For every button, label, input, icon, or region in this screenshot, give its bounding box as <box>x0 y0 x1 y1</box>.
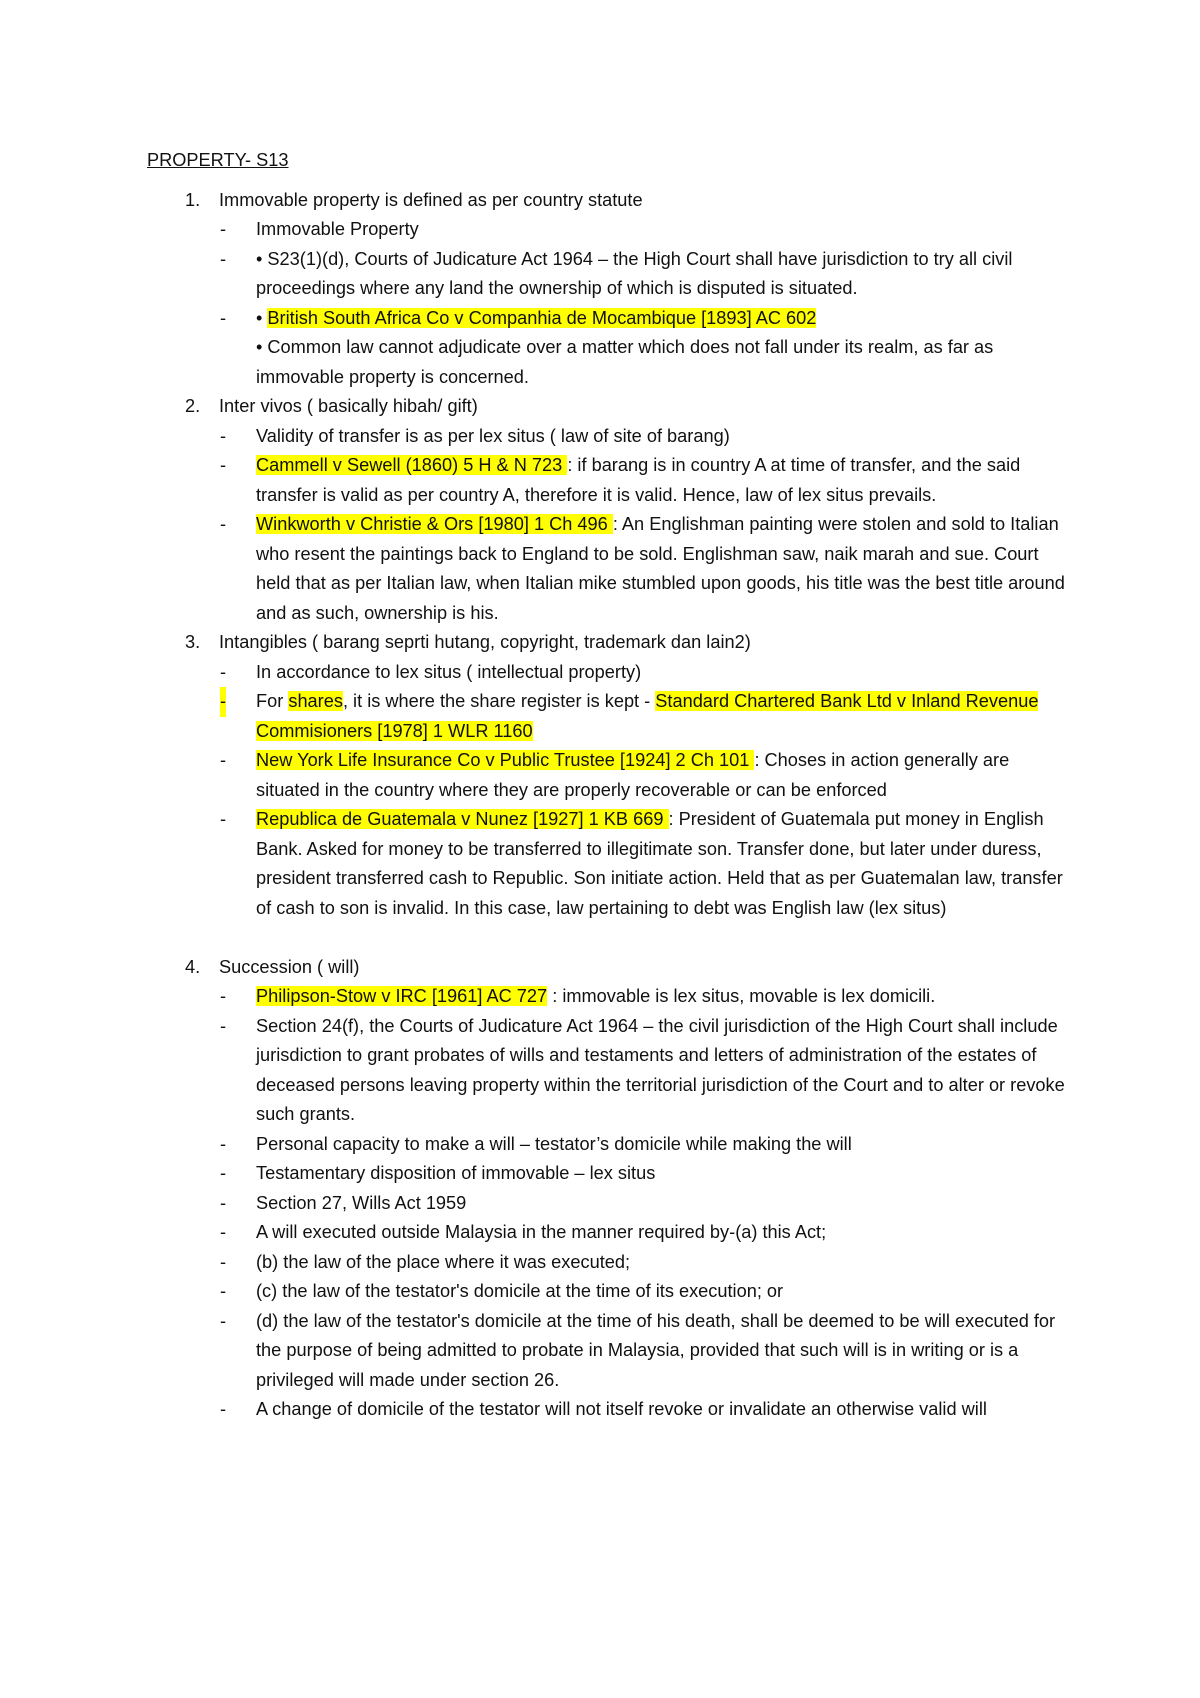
section-heading-text: Inter vivos ( basically hibah/ gift) <box>219 396 478 416</box>
section-number: 1. <box>185 189 201 210</box>
dash-bullet: - <box>220 425 227 446</box>
list-item-text: In accordance to lex situs ( intellectual property) <box>256 661 642 682</box>
list-item <box>147 687 1077 746</box>
dash-bullet: - <box>220 248 227 269</box>
section-2-heading <box>147 392 1077 422</box>
list-item <box>147 215 1077 245</box>
dash-bullet: - <box>220 1163 227 1183</box>
dash-bullet: - <box>220 986 227 1006</box>
dash-bullet: - <box>220 455 227 475</box>
paragraph-gap <box>147 923 1077 953</box>
list-item <box>147 510 1077 628</box>
case-citation-highlight: Winkworth v Christie & Ors [1980] 1 Ch 496 <box>256 514 613 534</box>
list-item-text: : if barang is in country A at time of transfer, and the said transfer is valid as per country A, therefore it is valid. Hence, law of lex situs prevails. <box>256 455 1021 505</box>
section-heading-text: Immovable property is defined as per country statute <box>219 189 643 210</box>
list-item <box>147 1012 1077 1130</box>
list-item <box>147 451 1077 510</box>
dash-bullet: - <box>220 514 227 534</box>
list-item <box>147 805 1077 923</box>
list-item-text: Section 27, Wills Act 1959 <box>256 1192 467 1213</box>
section-number: 2. <box>185 396 201 416</box>
dash-bullet: - <box>220 1310 227 1331</box>
list-item <box>147 746 1077 805</box>
list-item <box>147 1395 1077 1425</box>
list-item-text: : President of Guatemala put money in English Bank. Asked for money to be transferred to illegitimate son. Transfer done, but later under duress, president transferred cash to Republic. Son initiate action. Held that as per Guatemalan law, transfer of cash to son is invalid. In this case, law pertaining to debt was English law (lex situs) <box>256 809 1063 918</box>
list-item-text: , it is where the share register is kept - <box>342 691 656 711</box>
list-item-text: • S23(1)(d), Courts of Judicature Act 1964 – the High Court shall have jurisdiction to try all civil proceedings where any land the ownership of which is disputed is situated. <box>256 248 1013 298</box>
list-item <box>147 1307 1077 1396</box>
case-citation-highlight: Cammell v Sewell (1860) 5 H & N 723 <box>256 455 568 475</box>
list-item-text: Validity of transfer is as per lex situs ( law of site of barang) <box>256 425 730 446</box>
case-citation-highlight: Philipson-Stow v IRC [1961] AC 727 <box>256 986 548 1006</box>
case-citation-highlight: British South Africa Co v Companhia de Mocambique [1893] AC 602 <box>267 307 817 328</box>
document-page <box>147 146 1077 1425</box>
section-4-heading <box>147 953 1077 983</box>
dash-bullet: - <box>220 1192 227 1213</box>
dash-bullet: - <box>220 687 226 717</box>
dash-bullet: - <box>220 809 227 829</box>
list-item <box>147 982 1077 1012</box>
list-item-prefix: • <box>256 307 268 328</box>
dash-bullet: - <box>220 1222 227 1242</box>
section-3-heading <box>147 628 1077 658</box>
list-item-continuation: • Common law cannot adjudicate over a matter which does not fall under its realm, as far as immovable property is concerned. <box>256 337 994 387</box>
section-heading-text: Intangibles ( barang seprti hutang, copyright, trademark dan lain2) <box>219 632 751 652</box>
list-item-text: Section 24(f), the Courts of Judicature Act 1964 – the civil jurisdiction of the High Court shall include jurisdiction to grant probates of wills and testaments and letters of administration of the estates of deceased persons leaving property within the territorial jurisdiction of the Court and to alter or revoke such grants. <box>256 1015 1065 1124</box>
dash-bullet: - <box>220 1133 227 1154</box>
list-item <box>147 304 1077 334</box>
list-item-text: Immovable Property <box>256 219 419 239</box>
list-item-text: (d) the law of the testator's domicile at the time of his death, shall be deemed to be will executed for the purpose of being admitted to probate in Malaysia, provided that such will is in writing or is a privileged will made under section 26. <box>256 1310 1056 1390</box>
dash-bullet: - <box>220 661 227 682</box>
list-item-text: : Choses in action generally are situated in the country where they are properly recoverable or can be enforced <box>256 750 1010 800</box>
dash-bullet: - <box>220 1281 227 1301</box>
list-item <box>147 1159 1077 1189</box>
list-item-text: Personal capacity to make a will – testator’s domicile while making the will <box>256 1133 852 1154</box>
list-item-text: : An Englishman painting were stolen and sold to Italian who resent the paintings back to England to be sold. Englishman saw, naik marah and sue. Court held that as per Italian law, when Italian mike stumbled upon goods, his title was the best title around and as such, ownership is his. <box>256 514 1065 623</box>
dash-bullet: - <box>220 307 227 328</box>
list-item <box>147 245 1077 304</box>
list-item <box>147 1189 1077 1219</box>
list-item-text: Testamentary disposition of immovable – lex situs <box>256 1163 656 1183</box>
page-title: PROPERTY- S13 <box>147 150 289 170</box>
list-item <box>147 422 1077 452</box>
section-1-heading <box>147 186 1077 216</box>
case-citation-highlight: Republica de Guatemala v Nunez [1927] 1 KB 669 <box>256 809 669 829</box>
list-item-text: A will executed outside Malaysia in the manner required by-(a) this Act; <box>256 1222 827 1242</box>
list-item <box>147 1248 1077 1278</box>
list-item <box>147 1277 1077 1307</box>
case-citation-highlight: Standard Chartered Bank Ltd v Inland Revenue Commisioners [1978] 1 WLR 1160 <box>256 691 1039 741</box>
dash-bullet: - <box>220 1399 227 1419</box>
dash-bullet: - <box>220 1251 227 1272</box>
list-item-text: : immovable is lex situs, movable is lex domicili. <box>547 986 936 1006</box>
list-item <box>147 658 1077 688</box>
section-heading-text: Succession ( will) <box>219 956 360 977</box>
list-item-text: For <box>256 691 289 711</box>
list-item <box>147 1130 1077 1160</box>
list-item-text: A change of domicile of the testator will not itself revoke or invalidate an otherwise valid will <box>256 1399 987 1419</box>
section-number: 3. <box>185 632 201 652</box>
case-citation-highlight: New York Life Insurance Co v Public Trustee [1924] 2 Ch 101 <box>256 750 755 770</box>
dash-bullet: - <box>220 219 227 239</box>
list-item <box>147 1218 1077 1248</box>
dash-bullet: - <box>220 1015 227 1036</box>
list-item-text: (c) the law of the testator's domicile at the time of its execution; or <box>256 1281 784 1301</box>
keyword-highlight: shares <box>288 691 343 711</box>
list-item-text: (b) the law of the place where it was executed; <box>256 1251 631 1272</box>
section-number: 4. <box>185 956 201 977</box>
dash-bullet: - <box>220 750 227 770</box>
